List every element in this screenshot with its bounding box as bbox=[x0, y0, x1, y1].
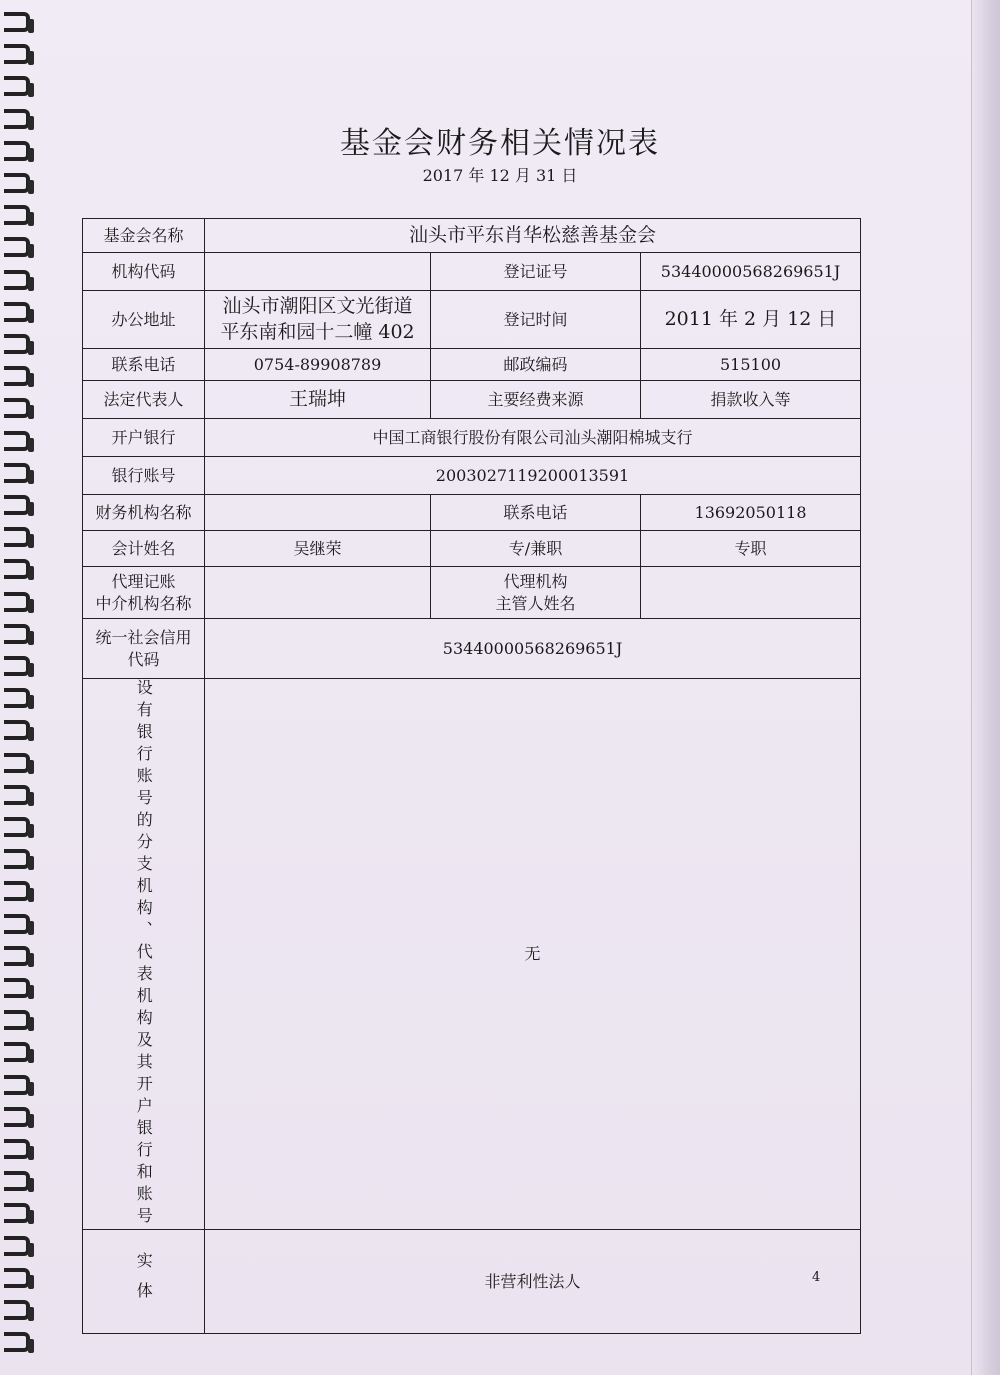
binding-ring bbox=[4, 1139, 30, 1159]
row-branches bbox=[83, 679, 861, 1230]
org-code-value bbox=[205, 253, 431, 291]
credit-code-label bbox=[83, 619, 205, 679]
binding-ring bbox=[4, 688, 30, 708]
phone-value: 0754-89908789 bbox=[205, 349, 431, 381]
page-number: 4 bbox=[812, 1270, 821, 1285]
account-value: 2003027119200013591 bbox=[205, 457, 861, 495]
foundation-name-value: 汕头市平东肖华松慈善基金会 bbox=[205, 219, 861, 253]
branches-value: 无 bbox=[205, 679, 861, 1230]
binding-ring bbox=[4, 527, 30, 547]
binding-ring bbox=[4, 656, 30, 676]
binding-ring bbox=[4, 1268, 30, 1288]
entity-label-cell bbox=[83, 1230, 205, 1334]
branches-label-cell bbox=[83, 679, 205, 1230]
address-line-2: 平东南和园十二幢 402 bbox=[220, 320, 415, 343]
binding-ring bbox=[4, 463, 30, 483]
agent-head-label-line-1: 代理机构 bbox=[503, 571, 568, 591]
org-code-label: 机构代码 bbox=[83, 253, 205, 291]
reg-cert-value: 53440000568269651J bbox=[641, 253, 861, 291]
binding-ring bbox=[4, 1332, 30, 1352]
binding-ring bbox=[4, 817, 30, 837]
row-accountant bbox=[83, 531, 861, 567]
agent-label-line-1: 代理记账 bbox=[111, 571, 176, 591]
page-edge bbox=[971, 0, 1000, 1375]
binding-ring bbox=[4, 1075, 30, 1095]
row-agent bbox=[83, 567, 861, 619]
spiral-binding bbox=[0, 0, 50, 1375]
agent-label-line-2: 中介机构名称 bbox=[95, 593, 192, 613]
account-label: 银行账号 bbox=[83, 457, 205, 495]
binding-ring bbox=[4, 753, 30, 773]
finance-org-value bbox=[205, 495, 431, 531]
binding-ring bbox=[4, 785, 30, 805]
binding-ring bbox=[4, 1107, 30, 1127]
binding-ring bbox=[4, 12, 30, 32]
binding-ring bbox=[4, 270, 30, 290]
binding-ring bbox=[4, 366, 30, 386]
binding-ring bbox=[4, 44, 30, 64]
binding-ring bbox=[4, 398, 30, 418]
branches-label: 设有银行账号的分支机构、代表机构及其开户银行和账号 bbox=[134, 679, 154, 1229]
legal-rep-value: 王瑞坤 bbox=[205, 381, 431, 419]
legal-rep-label: 法定代表人 bbox=[83, 381, 205, 419]
report-date: 2017 年 12 月 31 日 bbox=[422, 166, 578, 185]
row-bank bbox=[83, 419, 861, 457]
binding-ring bbox=[4, 1010, 30, 1030]
binding-ring bbox=[4, 1042, 30, 1062]
bank-value: 中国工商银行股份有限公司汕头潮阳棉城支行 bbox=[205, 419, 861, 457]
row-address bbox=[83, 291, 861, 349]
binding-ring bbox=[4, 495, 30, 515]
funding-label: 主要经费来源 bbox=[431, 381, 641, 419]
binding-ring bbox=[4, 914, 30, 934]
binding-ring bbox=[4, 946, 30, 966]
finance-phone-label: 联系电话 bbox=[431, 495, 641, 531]
credit-code-label-line-2: 代码 bbox=[127, 649, 160, 669]
binding-ring bbox=[4, 624, 30, 644]
postcode-label: 邮政编码 bbox=[431, 349, 641, 381]
binding-ring bbox=[4, 849, 30, 869]
row-phone bbox=[83, 349, 861, 381]
job-type-value: 专职 bbox=[641, 531, 861, 567]
binding-ring bbox=[4, 978, 30, 998]
row-foundation-name bbox=[83, 219, 861, 253]
phone-label: 联系电话 bbox=[83, 349, 205, 381]
row-finance-org bbox=[83, 495, 861, 531]
agent-label bbox=[83, 567, 205, 619]
address-line-1: 汕头市潮阳区文光街道 bbox=[222, 294, 413, 317]
binding-ring bbox=[4, 1236, 30, 1256]
credit-code-label-line-1: 统一社会信用 bbox=[95, 627, 192, 647]
entity-label: 实体 bbox=[134, 1251, 154, 1312]
row-org-code bbox=[83, 253, 861, 291]
financial-info-table bbox=[82, 218, 861, 1334]
binding-ring bbox=[4, 559, 30, 579]
binding-ring bbox=[4, 720, 30, 740]
address-label: 办公地址 bbox=[83, 291, 205, 349]
entity-value: 非营利性法人 bbox=[205, 1230, 861, 1334]
row-entity bbox=[83, 1230, 861, 1334]
binding-ring bbox=[4, 431, 30, 451]
reg-cert-label: 登记证号 bbox=[431, 253, 641, 291]
accountant-value: 吴继荣 bbox=[205, 531, 431, 567]
binding-ring bbox=[4, 1171, 30, 1191]
row-legal-rep bbox=[83, 381, 861, 419]
binding-ring bbox=[4, 76, 30, 96]
finance-org-label: 财务机构名称 bbox=[83, 495, 205, 531]
agent-value bbox=[205, 567, 431, 619]
funding-value: 捐款收入等 bbox=[641, 381, 861, 419]
address-value bbox=[205, 291, 431, 349]
binding-ring bbox=[4, 1203, 30, 1223]
reg-time-label: 登记时间 bbox=[431, 291, 641, 349]
page-title: 基金会财务相关情况表 bbox=[340, 126, 660, 161]
binding-ring bbox=[4, 1300, 30, 1320]
job-type-label: 专/兼职 bbox=[431, 531, 641, 567]
binding-ring bbox=[4, 302, 30, 322]
binding-ring bbox=[4, 205, 30, 225]
binding-ring bbox=[4, 881, 30, 901]
binding-ring bbox=[4, 592, 30, 612]
credit-code-value: 53440000568269651J bbox=[205, 619, 861, 679]
reg-time-value: 2011 年 2 月 12 日 bbox=[641, 291, 861, 349]
finance-phone-value: 13692050118 bbox=[641, 495, 861, 531]
binding-ring bbox=[4, 237, 30, 257]
row-credit-code bbox=[83, 619, 861, 679]
bank-label: 开户银行 bbox=[83, 419, 205, 457]
binding-ring bbox=[4, 334, 30, 354]
agent-head-label-line-2: 主管人姓名 bbox=[495, 593, 576, 613]
row-account bbox=[83, 457, 861, 495]
agent-head-value bbox=[641, 567, 861, 619]
postcode-value: 515100 bbox=[641, 349, 861, 381]
foundation-name-label: 基金会名称 bbox=[83, 219, 205, 253]
agent-head-label bbox=[431, 567, 641, 619]
accountant-label: 会计姓名 bbox=[83, 531, 205, 567]
